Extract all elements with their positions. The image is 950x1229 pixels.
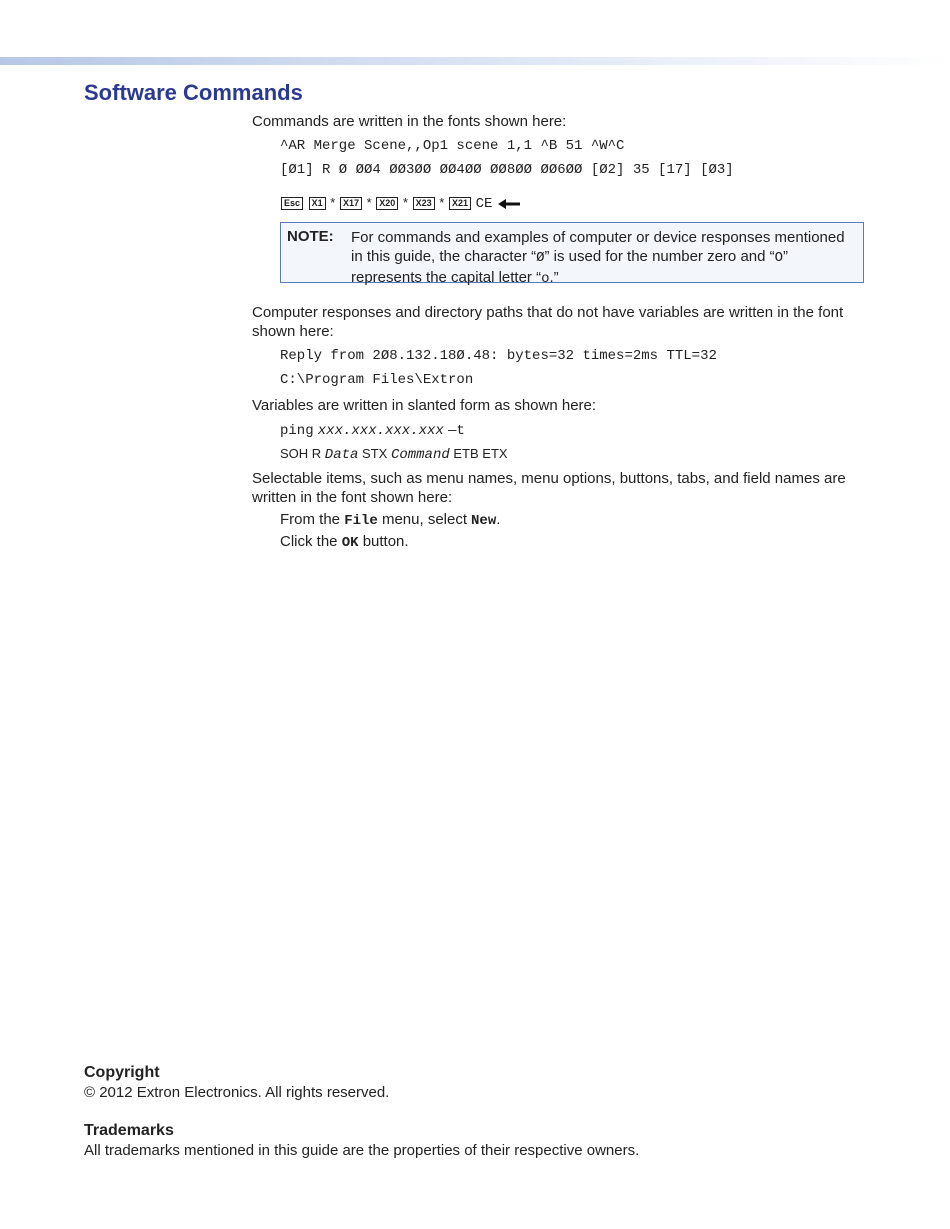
page-title: Software Commands (84, 80, 303, 105)
key-esc: Esc (281, 197, 303, 210)
trademarks-text: All trademarks mentioned in this guide are the properties of their respective owners. (84, 1142, 640, 1159)
menu-example-mid: menu, select (381, 511, 468, 528)
etb-etx-text: ETB ETX (453, 446, 508, 461)
command-var: Command (390, 447, 450, 463)
responses-text: Computer responses and directory paths that do not have variables are written in the font shown here: (252, 304, 844, 340)
soh-text: SOH R (280, 446, 322, 461)
key-x23: X23 (413, 197, 435, 210)
note-box (280, 222, 864, 287)
note-line-2-b: ” is used for the number zero and “ (544, 248, 775, 265)
copyright-heading: Copyright (84, 1064, 160, 1081)
header-rule (0, 57, 950, 65)
key-x20: X20 (376, 197, 398, 210)
copyright-text: © 2012 Extron Electronics. All rights reserved. (84, 1084, 390, 1101)
menu-example-pre: From the (280, 511, 341, 528)
new-menu-option: New (471, 513, 497, 529)
selectable-text: Selectable items, such as menu names, menu options, buttons, tabs, and field names are written in the font shown here: (252, 470, 846, 506)
ce-text: CE (475, 196, 493, 212)
trademarks-heading: Trademarks (84, 1122, 174, 1139)
note-line-3-a: represents the capital letter “ (351, 269, 542, 286)
stx-text: STX (362, 446, 388, 461)
star-1: * (330, 195, 336, 210)
command-example-1: ^AR Merge Scene,,Op1 scene 1,1 ^B 51 ^W^C (280, 138, 625, 154)
command-example-2: [Ø1] R Ø ØØ4 ØØ3ØØ ØØ4ØØ ØØ8ØØ ØØ6ØØ [Ø2] 35 [17] [Ø3] (280, 162, 734, 178)
return-arrow-icon (498, 199, 520, 209)
note-line-2-a: in this guide, the character “ (351, 248, 537, 265)
variables-text: Variables are written in slanted form as shown here: (252, 397, 597, 414)
command-keys-line (280, 193, 520, 214)
key-x21: X21 (449, 197, 471, 210)
button-example-post: button. (362, 533, 409, 550)
ping-cmd: ping (280, 423, 314, 439)
ping-var: xxx.xxx.xxx.xxx (317, 423, 444, 439)
path-example: C:\Program Files\Extron (280, 372, 474, 388)
menu-example-end: . (496, 511, 501, 528)
note-line-2-c: ” (783, 248, 789, 265)
file-menu-name: File (344, 513, 378, 529)
ping-flag: —t (447, 423, 465, 439)
star-4: * (439, 195, 445, 210)
note-line-2 (351, 247, 851, 268)
intro-text: Commands are written in the fonts shown here: (252, 113, 567, 130)
reply-example: Reply from 2Ø8.132.18Ø.48: bytes=32 times=2ms TTL=32 (280, 348, 717, 364)
note-capital-o-char: O (774, 250, 784, 266)
soh-example (280, 444, 508, 465)
note-line-3-b: .” (549, 269, 559, 286)
ping-example (280, 420, 465, 441)
menu-example (280, 510, 500, 531)
key-x1: X1 (309, 197, 326, 210)
note-zero-char: Ø (536, 250, 545, 266)
note-label: NOTE: (287, 228, 334, 245)
note-text (351, 228, 851, 289)
key-x17: X17 (340, 197, 362, 210)
note-line-1: For commands and examples of computer or device responses mentioned (351, 229, 845, 246)
button-example-pre: Click the (280, 533, 338, 550)
note-line-3 (351, 268, 851, 289)
star-2: * (366, 195, 372, 210)
data-var: Data (324, 447, 359, 463)
button-example (280, 532, 409, 553)
note-o-char: o (541, 271, 550, 287)
star-3: * (402, 195, 408, 210)
ok-button-name: OK (341, 535, 359, 551)
